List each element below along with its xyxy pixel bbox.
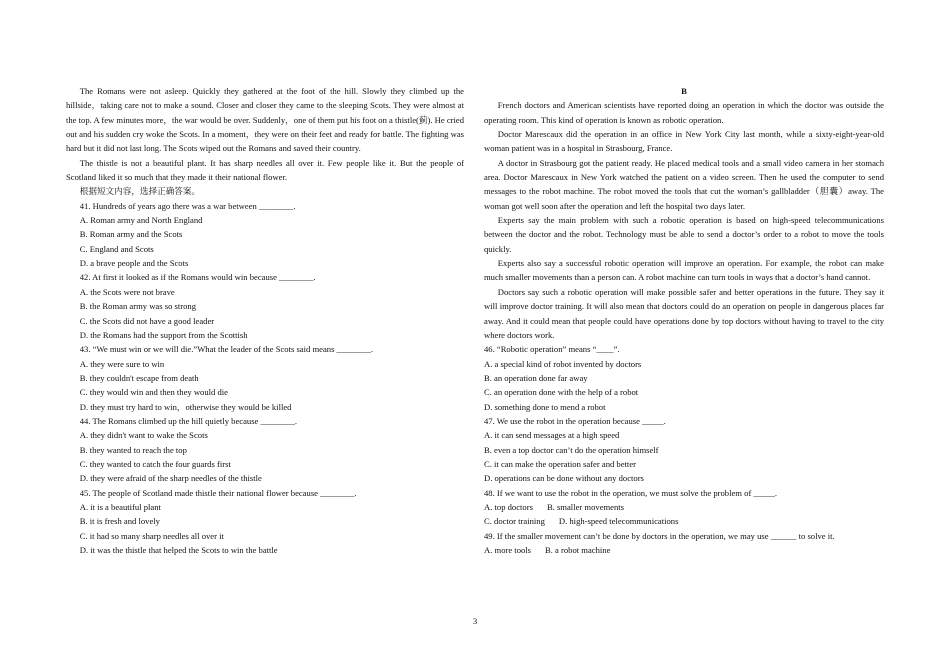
option: D. it was the thistle that helped the Scots to win the battle	[79, 545, 278, 555]
passage-paragraph: Experts also say a successful robotic operation will improve an operation. For example, the robot can make much smaller movements than a person can. A robot machine can turn tools in ways that a doctor’s hand cannot.	[484, 258, 884, 283]
passage-paragraph: French doctors and American scientists have reported doing an operation in which the doctor was outside the operating room. This kind of operation is known as robotic operation.	[484, 100, 884, 125]
passage-paragraph: Experts say the main problem with such a robotic operation is based on high-speed telecommunications between the doctor and the robot. Technology must be able to send a doctor’s order to a robot to move the tools quickly.	[484, 215, 884, 254]
option: D. they must try hard to win，otherwise they would be killed	[79, 401, 292, 412]
page-number: 3	[472, 616, 478, 626]
option: A. they were sure to win	[79, 358, 165, 369]
section-heading: B	[681, 86, 687, 96]
option: D. high-speed telecommunications	[558, 516, 679, 527]
option: A. Roman army and North England	[79, 215, 203, 226]
option: C. they would win and then they would die	[79, 387, 228, 398]
question-42: 42. At first it looked as if the Romans would win because ________.	[79, 272, 316, 283]
option: A. a special kind of robot invented by doctors	[484, 358, 642, 369]
passage-paragraph: The Romans were not asleep. Quickly they gathered at the foot of the hill. Slowly they climbed up the hillside，taking care not to make a sound. Closer and closer they came to the sleeping Scots. They were almost at the top. A few minutes more，the war would be over. Suddenly，one of them put his foot on a thistle(蓟). He cried out and his sudden cry woke the Scots. In a moment，they were on their feet and ready for battle. The fighting was hard but it did not last long. The Scots wiped out the Romans and saved their country.	[66, 86, 464, 154]
question-47: 47. We use the robot in the operation because _____.	[484, 415, 666, 426]
question-43: 43. “We must win or we will die.”What the leader of the Scots said means ________.	[79, 344, 374, 355]
question-46: 46. “Robotic operation” means “____”.	[484, 344, 620, 355]
option: B. a robot machine	[545, 545, 611, 555]
option: D. a brave people and the Scots	[79, 258, 189, 269]
option: C. the Scots did not have a good leader	[79, 315, 215, 326]
question-44: 44. The Romans climbed up the hill quietly because ________.	[79, 415, 298, 426]
question-49: 49. If the smaller movement can’t be done by doctors in the operation, we may use ______ to solve it.	[484, 530, 835, 541]
option: D. they were afraid of the sharp needles of the thistle	[79, 473, 262, 484]
option: C. England and Scots	[79, 243, 154, 254]
option-row	[484, 514, 884, 528]
option: B. Roman army and the Scots	[79, 229, 183, 240]
option: B. smaller movements	[546, 501, 625, 512]
option: D. the Romans had the support from the Scottish	[79, 329, 248, 340]
option: C. doctor training	[484, 516, 545, 527]
passage-paragraph: Doctor Marescaux did the operation in an office in New York City last month, while a sixty-eight-year-old woman patient was in a hospital in Strasbourg, France.	[484, 129, 884, 154]
option: B. they couldn't escape from death	[79, 372, 199, 383]
option: D. something done to mend a robot	[484, 401, 606, 412]
option: B. it is fresh and lovely	[79, 516, 160, 527]
question-41: 41. Hundreds of years ago there was a war between ________.	[79, 200, 296, 211]
option: C. it had so many sharp needles all over it	[79, 530, 224, 541]
option-row	[484, 543, 884, 557]
option: B. the Roman army was so strong	[79, 301, 196, 312]
option: C. an operation done with the help of a robot	[484, 387, 639, 398]
left-column	[66, 84, 464, 557]
option: A. more tools	[484, 545, 532, 555]
option: A. it can send messages at a high speed	[484, 430, 620, 441]
option: B. an operation done far away	[484, 372, 588, 383]
option: C. they wanted to catch the four guards first	[79, 458, 231, 469]
passage-paragraph: Doctors say such a robotic operation will make possible safer and better operations in the future. They say it will improve doctor training. It will also mean that doctors could do an operation on people in dangerous places far away. And it could mean that people could have operations done by top doctors without having to travel to the city where doctors work.	[484, 286, 884, 340]
option: A. it is a beautiful plant	[79, 501, 161, 512]
option: B. even a top doctor can’t do the operation himself	[484, 444, 659, 455]
right-column	[484, 84, 884, 557]
option: A. top doctors	[484, 501, 533, 512]
question-45: 45. The people of Scotland made thistle their national flower because ________.	[79, 487, 357, 498]
passage-paragraph: A doctor in Strasbourg got the patient ready. He placed medical tools and a small video camera in her stomach area. Doctor Marescaux in New York watched the patient on a video screen. Then he used the computer to send messages to the robot machine. The robot moved the tools that cut the woman’s gallbladder（胆囊）away. The woman got well soon after the operation and left the hospital two days later.	[484, 157, 884, 211]
option: A. the Scots were not brave	[79, 286, 175, 297]
option: D. operations can be done without any doctors	[484, 473, 644, 484]
passage-paragraph: The thistle is not a beautiful plant. It has sharp needles all over it. Few people like it. But the people of Scotland liked it so much that they made it their national flower.	[66, 157, 464, 183]
option-row	[484, 500, 884, 514]
question-48: 48. If we want to use the robot in the operation, we must solve the problem of _____.	[484, 487, 778, 498]
option: A. they didn't want to wake the Scots	[79, 430, 208, 441]
instruction: 根据短文内容，选择正确答案。	[79, 186, 201, 197]
option: C. it can make the operation safer and better	[484, 458, 636, 469]
option: B. they wanted to reach the top	[79, 444, 187, 455]
